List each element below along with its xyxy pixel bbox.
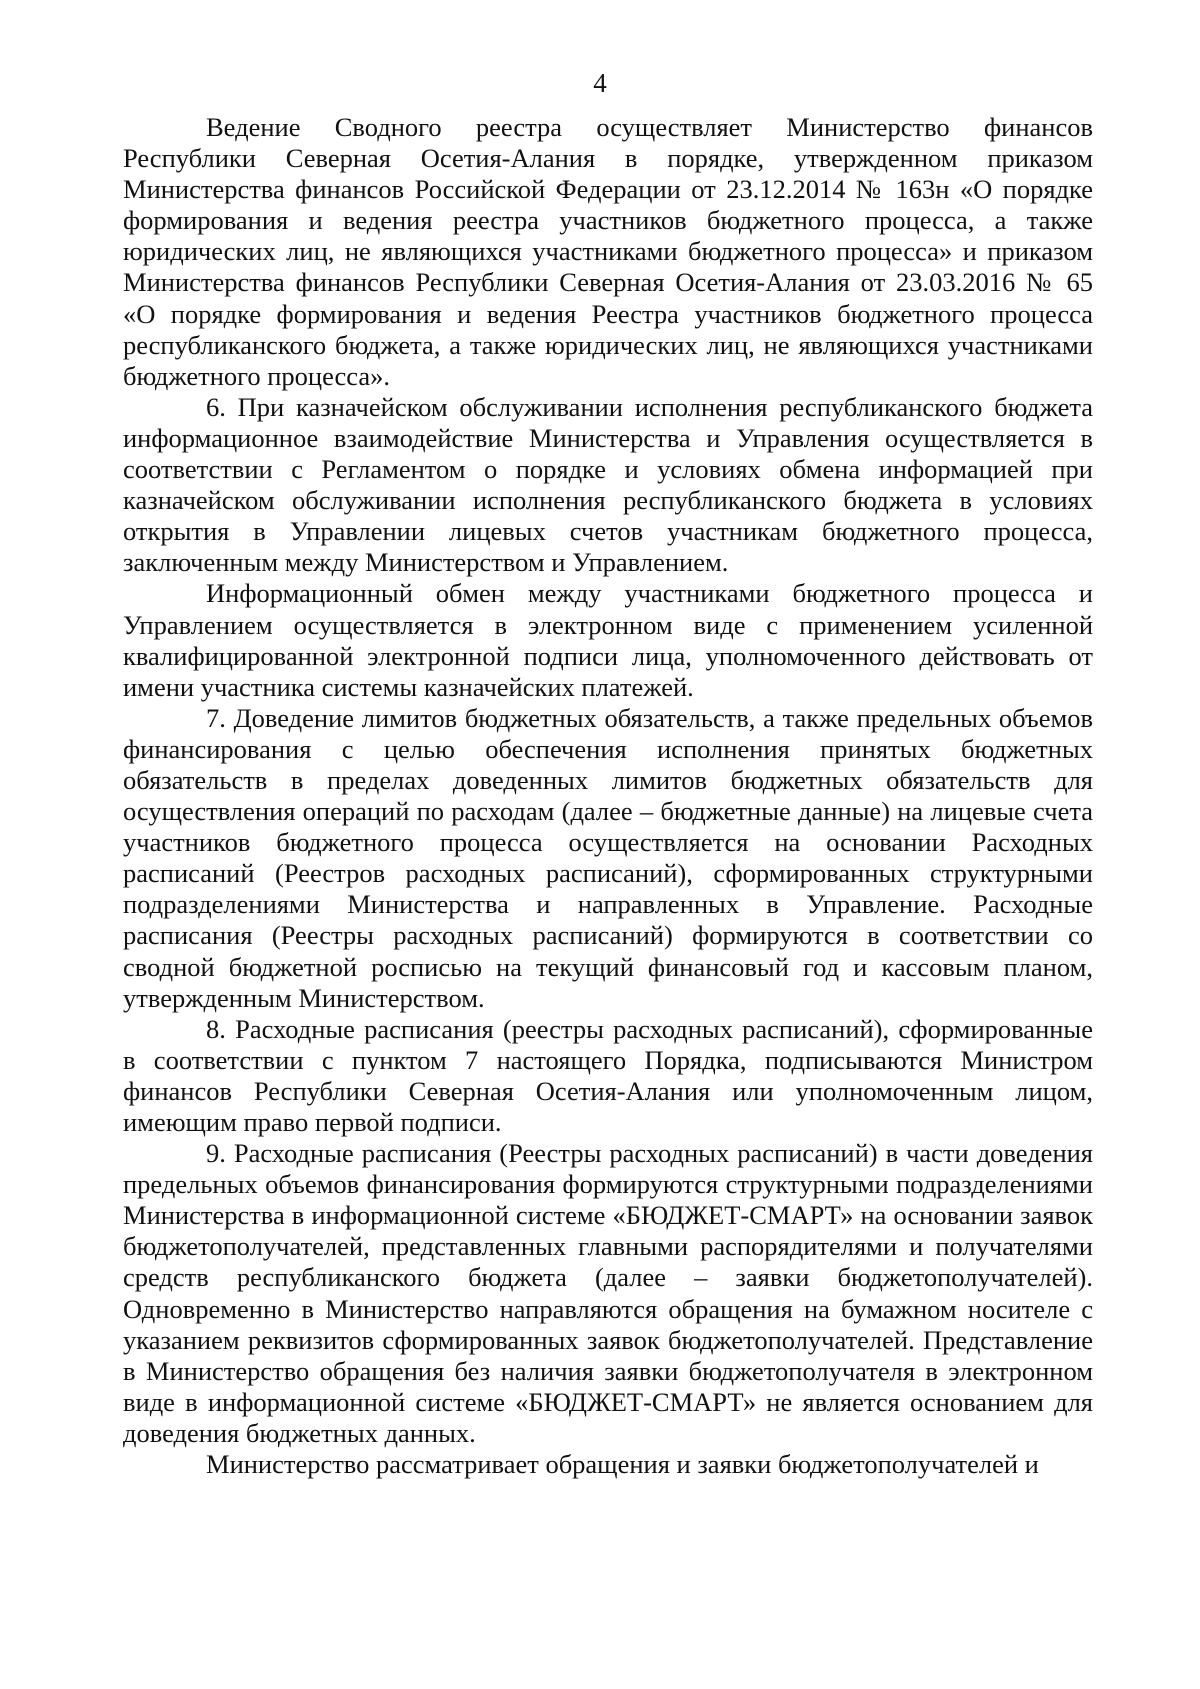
- page-number: 4: [593, 68, 607, 98]
- document-body: [123, 112, 1093, 1480]
- paragraph-item-7: 7. Доведение лимитов бюджетных обязательств, а также предельных объемов финансирования с целью обеспечения исполнения принятых бюджетных обязательств в пределах доведенных лимитов бюджетных обязательств для осуществления операций по расходам (далее – бюджетные данные) на лицевые счета участников бюджетного процесса осуществляется на основании Расходных расписаний (Реестров расходных расписаний), сформированных структурными подразделениями Министерства и направленных в Управление. Расходные расписания (Реестры расходных расписаний) формируются в соответствии со сводной бюджетной росписью на текущий финансовый год и кассовым планом, утвержденным Министерством.: [123, 702, 1093, 1013]
- paragraph-registry: Ведение Сводного реестра осуществляет Министерство финансов Республики Северная Осетия-Алания в порядке, утвержденном приказом Министерства финансов Российской Федерации от 23.12.2014 № 163н «О порядке формирования и ведения реестра участников бюджетного процесса, а также юридических лиц, не являющихся участниками бюджетного процесса» и приказом Министерства финансов Республики Северная Осетия-Алания от 23.03.2016 № 65 «О порядке формирования и ведения Реестра участников бюджетного процесса республиканского бюджета, а также юридических лиц, не являющихся участниками бюджетного процесса».: [123, 112, 1093, 391]
- paragraph-ministry-review: Министерство рассматривает обращения и заявки бюджетополучателей и: [206, 1449, 1039, 1480]
- paragraph-item-6: 6. При казначейском обслуживании исполнения республиканского бюджета информационное взаимодействие Министерства и Управления осуществляется в соответствии с Регламентом о порядке и условиях обмена информацией при казначейском обслуживании исполнения республиканского бюджета в условиях открытия в Управлении лицевых счетов участникам бюджетного процесса, заключенным между Министерством и Управлением.: [123, 391, 1093, 578]
- paragraph-item-9: 9. Расходные расписания (Реестры расходных расписаний) в части доведения предельных объемов финансирования формируются структурными подразделениями Министерства в информационной системе «БЮДЖЕТ-СМАРТ» на основании заявок бюджетополучателей, представленных главными распорядителями и получателями средств республиканского бюджета (далее – заявки бюджетополучателей). Одновременно в Министерство направляются обращения на бумажном носителе с указанием реквизитов сформированных заявок бюджетополучателей. Представление в Министерство обращения без наличия заявки бюджетополучателя в электронном виде в информационной системе «БЮДЖЕТ-СМАРТ» не является основанием для доведения бюджетных данных.: [123, 1138, 1093, 1448]
- paragraph-information-exchange: Информационный обмен между участниками бюджетного процесса и Управлением осуществляется в электронном виде с применением усиленной квалифицированной электронной подписи лица, уполномоченного действовать от имени участника системы казначейских платежей.: [123, 578, 1093, 702]
- paragraph-item-8: 8. Расходные расписания (реестры расходных расписаний), сформированные в соответствии с пунктом 7 настоящего Порядка, подписываются Министром финансов Республики Северная Осетия-Алания или уполномоченным лицом, имеющим право первой подписи.: [123, 1013, 1093, 1137]
